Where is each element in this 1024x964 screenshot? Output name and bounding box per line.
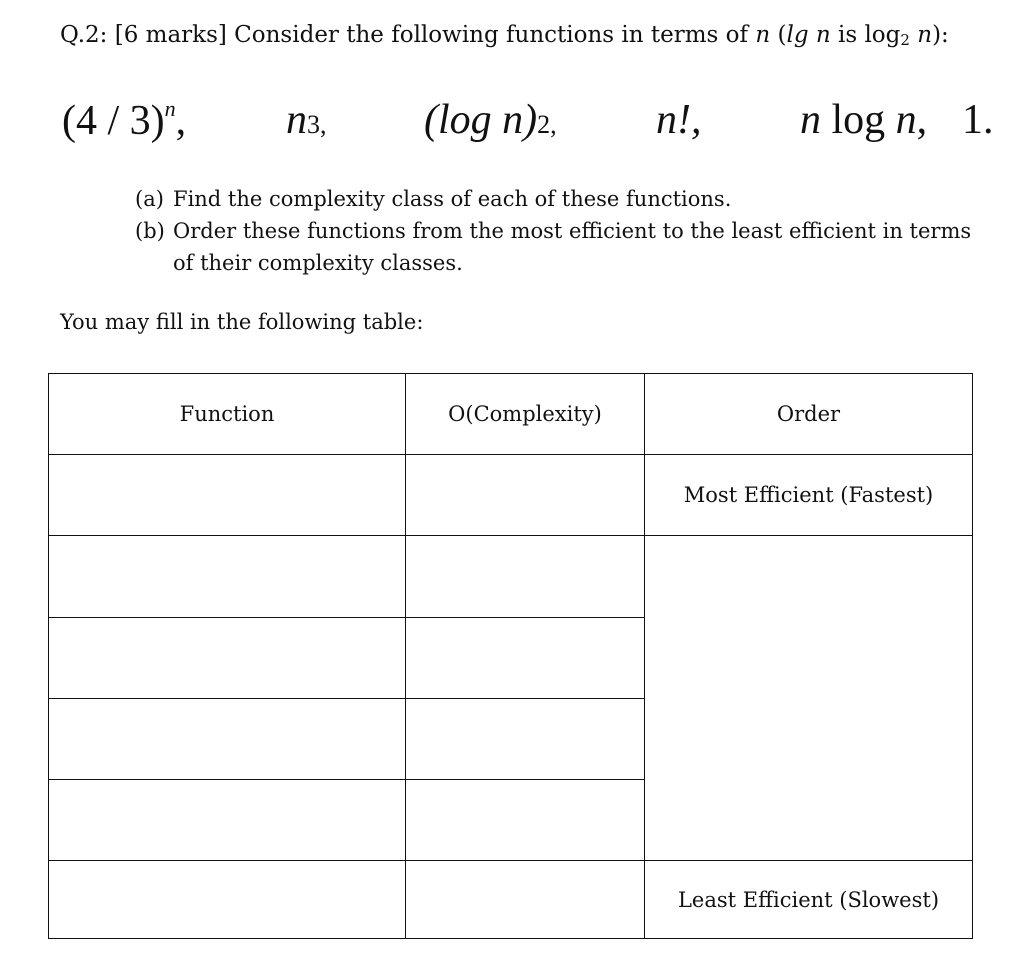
function-n-factorial-text: n!,	[656, 97, 702, 143]
question-suffix: ):	[932, 22, 949, 48]
function-n-log-n	[800, 96, 927, 144]
function-cell[interactable]	[49, 536, 406, 618]
function-n-factorial	[656, 96, 702, 144]
functions-list	[0, 96, 1024, 156]
order-least-efficient: Least Efficient (Slowest)	[645, 861, 973, 939]
function-constant-one	[962, 96, 994, 144]
question-log-base: 2	[900, 31, 910, 49]
function-cell[interactable]	[49, 618, 406, 699]
function-n-cubed-base: n	[286, 97, 307, 143]
function-cell[interactable]	[49, 780, 406, 861]
function-four-thirds-comma: ,	[175, 98, 187, 144]
function-four-thirds-pow-n	[62, 96, 186, 145]
complexity-cell[interactable]	[406, 780, 645, 861]
complexity-cell[interactable]	[406, 861, 645, 939]
question-parts	[135, 183, 995, 279]
question-lg-n: lg n	[786, 22, 831, 48]
complexity-cell[interactable]	[406, 618, 645, 699]
question-var-n: n	[755, 22, 771, 48]
table-header-row	[49, 374, 973, 455]
function-cell[interactable]	[49, 455, 406, 536]
table-row	[49, 536, 973, 618]
function-cell[interactable]	[49, 699, 406, 780]
complexity-cell[interactable]	[406, 699, 645, 780]
order-middle-cell	[645, 536, 973, 861]
question-n-after: n	[917, 22, 933, 48]
answer-table	[48, 373, 973, 939]
complexity-cell[interactable]	[406, 455, 645, 536]
question-is-log: is log	[830, 22, 901, 48]
header-function: Function	[49, 374, 406, 455]
complexity-cell[interactable]	[406, 536, 645, 618]
function-n-cubed-exp: 3,	[307, 110, 327, 139]
table-row	[49, 861, 973, 939]
function-four-thirds-exp: n	[164, 96, 176, 121]
part-b-label: (b)	[135, 219, 165, 243]
question-prefix: Q.2: [6 marks] Consider the following functions in terms of	[60, 22, 756, 48]
part-a	[135, 183, 995, 215]
question-paren-open: (	[770, 22, 787, 48]
function-constant-one-text: 1.	[962, 97, 994, 143]
part-a-label: (a)	[135, 187, 164, 211]
function-log-n-base: (log n)	[424, 97, 538, 143]
header-order: Order	[645, 374, 973, 455]
function-n-log-n-comma: ,	[916, 97, 928, 143]
part-b	[135, 215, 995, 279]
function-n-log-n-log: log	[821, 97, 896, 143]
order-most-efficient: Most Efficient (Fastest)	[645, 455, 973, 536]
table-row	[49, 455, 973, 536]
function-n-log-n-n1: n	[800, 97, 821, 143]
function-log-n-squared	[424, 96, 557, 144]
question-heading	[60, 22, 949, 49]
fill-table-note: You may fill in the following table:	[60, 310, 424, 334]
function-cell[interactable]	[49, 861, 406, 939]
part-b-text: Order these functions from the most efficient to the least efficient in terms of their complexity classes.	[173, 219, 972, 275]
header-complexity: O(Complexity)	[406, 374, 645, 455]
part-a-text: Find the complexity class of each of these functions.	[173, 187, 732, 211]
function-four-thirds-base: (4 / 3)	[62, 98, 165, 144]
function-log-n-exp: 2,	[537, 110, 557, 139]
function-n-cubed	[286, 96, 327, 144]
answer-table-container	[48, 373, 972, 938]
function-n-log-n-n2: n	[895, 97, 917, 143]
